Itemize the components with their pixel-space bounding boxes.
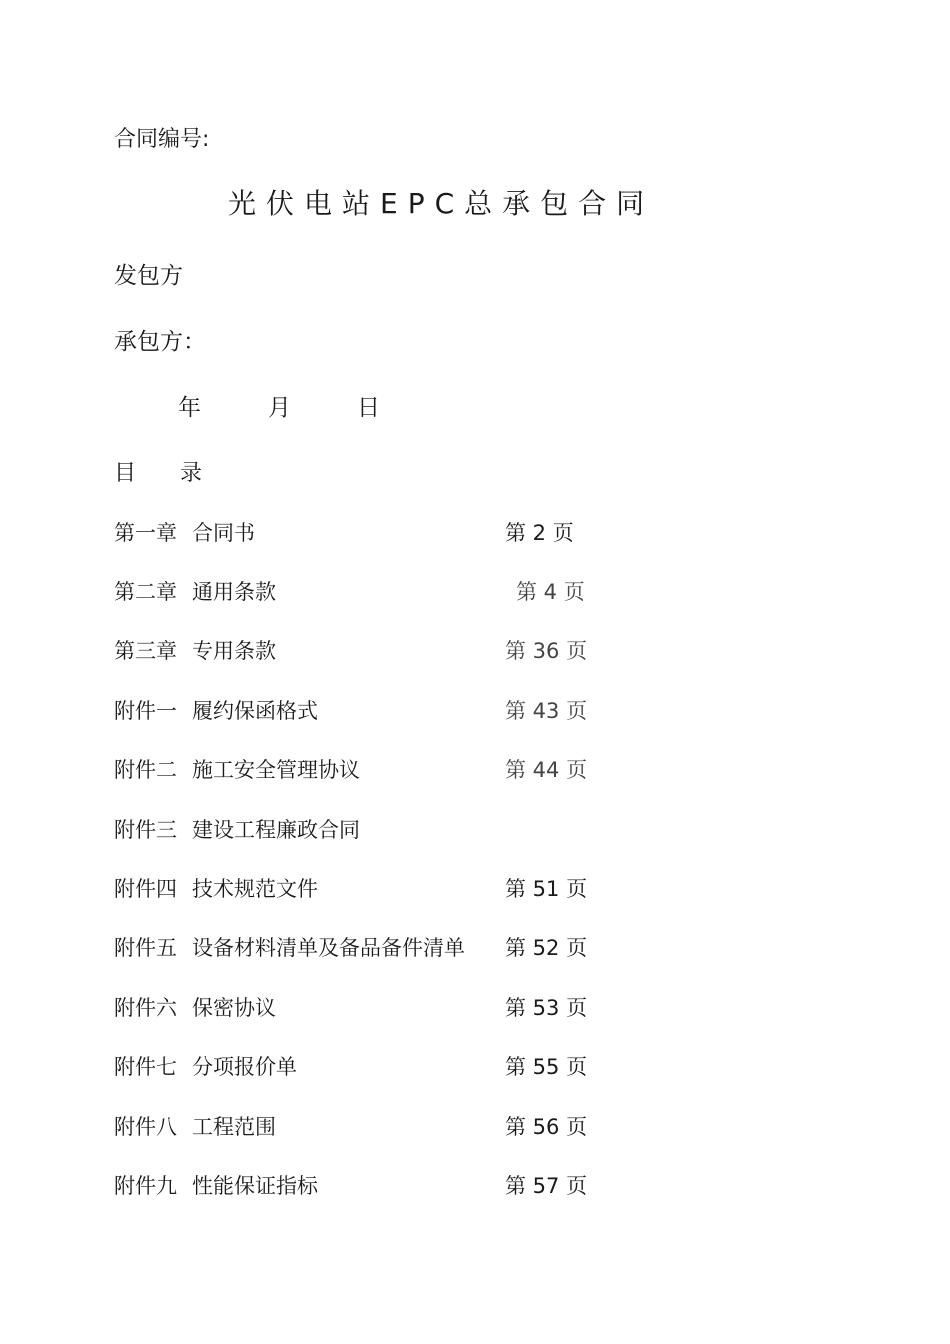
toc-entry-page: 第 2 页: [505, 521, 574, 545]
toc-entry-number: 附件四: [114, 877, 177, 901]
toc-entry-title: 合同书: [192, 521, 255, 545]
toc-entry-page: 第 53 页: [505, 996, 588, 1020]
toc-entry: [0, 701, 950, 731]
toc-entry-number: 附件三: [114, 818, 177, 842]
toc-entry: [0, 523, 950, 553]
toc-entry: [0, 938, 950, 968]
toc-entry: [0, 582, 950, 612]
toc-entry: [0, 760, 950, 790]
toc-entry-title: 性能保证指标: [192, 1174, 318, 1198]
toc-entry: [0, 998, 950, 1028]
employer-label: 发包方: [114, 263, 183, 289]
toc-entry: [0, 1057, 950, 1087]
toc-entry-page: 第 4 页: [516, 580, 585, 604]
contract-number-label: 合同编号:: [114, 127, 210, 152]
toc-entry-title: 建设工程廉政合同: [192, 818, 360, 842]
toc-entry: [0, 820, 950, 850]
contract-title: 光伏电站EPC总承包合同: [228, 187, 655, 220]
toc-entry-title: 保密协议: [192, 996, 276, 1020]
toc-entry-number: 附件七: [114, 1055, 177, 1079]
toc-entry-page: 第 52 页: [505, 936, 588, 960]
toc-entry-page: 第 56 页: [505, 1115, 588, 1139]
toc-entry-page: 第 51 页: [505, 877, 588, 901]
contractor-label: 承包方：: [114, 329, 206, 355]
toc-entry-number: 附件八: [114, 1115, 177, 1139]
toc-entry-title: 通用条款: [192, 580, 276, 604]
toc-entry-page: 第 55 页: [505, 1055, 588, 1079]
toc-entry-title: 专用条款: [192, 639, 276, 663]
date-month: 月: [268, 395, 291, 421]
toc-entry-number: 第一章: [114, 521, 177, 545]
toc-entry-title: 技术规范文件: [192, 877, 318, 901]
toc-entry-page: 第 43 页: [505, 699, 588, 723]
toc-entry-page: 第 44 页: [505, 758, 588, 782]
toc-entry-title: 分项报价单: [192, 1055, 297, 1079]
date-year: 年: [178, 395, 201, 421]
toc-entry: [0, 641, 950, 671]
toc-heading-left: 目: [114, 461, 137, 486]
toc-entry-title: 工程范围: [192, 1115, 276, 1139]
toc-entry-number: 附件五: [114, 936, 177, 960]
toc-entry: [0, 1176, 950, 1206]
date-day: 日: [357, 395, 380, 421]
toc-entry-number: 第三章: [114, 639, 177, 663]
toc-entry-number: 附件六: [114, 996, 177, 1020]
toc-entry: [0, 1117, 950, 1147]
toc-entry-title: 设备材料清单及备品备件清单: [192, 936, 465, 960]
toc-entry: [0, 879, 950, 909]
toc-heading: [114, 463, 202, 485]
toc-entry-number: 附件二: [114, 758, 177, 782]
toc-entry-page: 第 36 页: [505, 639, 588, 663]
toc-entry-title: 履约保函格式: [192, 699, 318, 723]
toc-entry-number: 附件九: [114, 1174, 177, 1198]
toc-entry-number: 第二章: [114, 580, 177, 604]
toc-entry-number: 附件一: [114, 699, 177, 723]
toc-entry-page: 第 57 页: [505, 1174, 588, 1198]
toc-heading-right: 录: [180, 461, 203, 486]
toc-entry-title: 施工安全管理协议: [192, 758, 360, 782]
